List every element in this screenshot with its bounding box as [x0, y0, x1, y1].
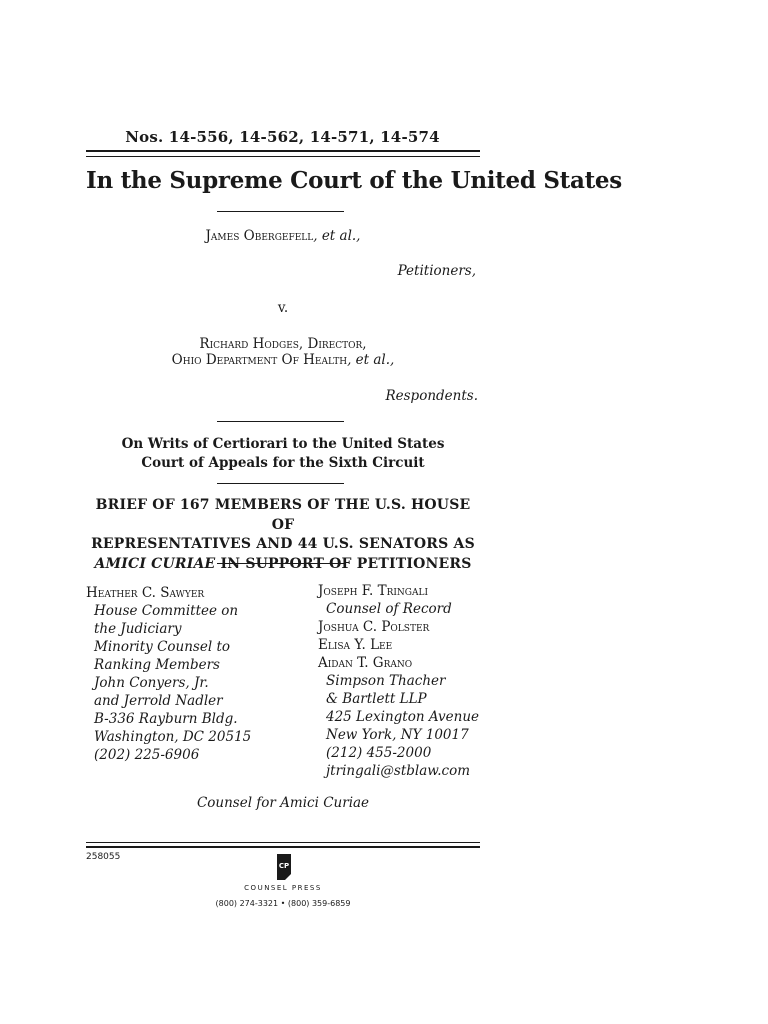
- footer-rule-thin: [86, 842, 480, 843]
- petitioner-name: James Obergefell: [205, 228, 314, 244]
- counsel-title: Counsel of Record: [326, 601, 452, 617]
- brief-line-3-rest: IN SUPPORT OF PETITIONERS: [215, 555, 472, 572]
- counsel-detail: and Jerrold Nadler: [94, 693, 223, 709]
- counsel-detail: the Judiciary: [94, 621, 182, 637]
- counsel-name: Aidan T. Grano: [318, 655, 413, 671]
- writ-line-2: Court of Appeals for the Sixth Circuit: [141, 455, 425, 471]
- counsel-detail: House Committee on: [94, 603, 239, 619]
- counsel-caption: Counsel for Amici Curiae: [196, 795, 370, 811]
- versus: v.: [277, 300, 289, 316]
- respondent-role: Respondents.: [385, 388, 478, 404]
- respondent-name: Richard Hodges, Director,: [199, 336, 367, 352]
- counsel-detail: Minority Counsel to: [94, 639, 231, 655]
- counsel-press-logo-icon: [274, 853, 294, 881]
- brief-line-3: [86, 555, 480, 575]
- counsel-detail: (202) 225-6906: [94, 747, 200, 763]
- counsel-detail: (212) 455-2000: [326, 745, 432, 761]
- court-name: In the Supreme Court of the United States: [86, 167, 622, 194]
- counsel-detail: B-336 Rayburn Bldg.: [94, 711, 238, 727]
- press-phones: (800) 274-3321 • (800) 359-6859: [215, 899, 351, 908]
- divider-rule: [217, 211, 344, 212]
- document-code: 258055: [86, 852, 121, 862]
- counsel-left-column: [86, 584, 286, 764]
- divider-rule: [217, 421, 344, 422]
- counsel-detail: 425 Lexington Avenue: [326, 709, 480, 725]
- respondent-line-2: [86, 352, 480, 368]
- counsel-detail: & Bartlett LLP: [326, 691, 427, 707]
- respondent-line-1: [86, 333, 480, 352]
- press-name: COUNSEL PRESS: [244, 884, 322, 892]
- divider-rule: [217, 563, 344, 564]
- brief-line-1: BRIEF OF 167 MEMBERS OF THE U.S. HOUSE OF: [95, 497, 471, 533]
- amici-curiae: AMICI CURIAE: [94, 555, 216, 572]
- writ-line-1: On Writs of Certiorari to the United States: [121, 436, 445, 452]
- divider-rule: [217, 483, 344, 484]
- counsel-detail: Ranking Members: [94, 657, 220, 673]
- counsel-name: Joshua C. Polster: [318, 619, 430, 635]
- counsel-name: Joseph F. Tringali: [318, 583, 428, 599]
- header-rule-thick: [86, 150, 480, 152]
- brief-line-2: REPRESENTATIVES AND 44 U.S. SENATORS AS: [91, 536, 475, 552]
- counsel-detail: Washington, DC 20515: [94, 729, 252, 745]
- respondent-department: Ohio Department Of Health: [171, 352, 348, 368]
- writ-text: [86, 435, 480, 473]
- footer-rule-thick: [86, 846, 480, 848]
- counsel-email: jtringali@stblaw.com: [326, 763, 470, 779]
- counsel-right-column: [318, 582, 498, 780]
- petitioner-line: [86, 228, 480, 244]
- counsel-name: Elisa Y. Lee: [318, 637, 393, 653]
- counsel-detail: Simpson Thacher: [326, 673, 446, 689]
- case-numbers: Nos. 14-556, 14-562, 14-571, 14-574: [125, 128, 440, 146]
- header-rule-thin: [86, 156, 480, 157]
- counsel-detail: New York, NY 10017: [326, 727, 469, 743]
- petitioner-role: Petitioners,: [397, 263, 476, 279]
- petitioner-suffix: , et al.,: [313, 228, 361, 244]
- counsel-name: Heather C. Sawyer: [86, 585, 205, 601]
- logo-letters: CP: [278, 862, 290, 870]
- respondent-suffix: , et al.,: [347, 352, 395, 368]
- counsel-detail: John Conyers, Jr.: [94, 675, 209, 691]
